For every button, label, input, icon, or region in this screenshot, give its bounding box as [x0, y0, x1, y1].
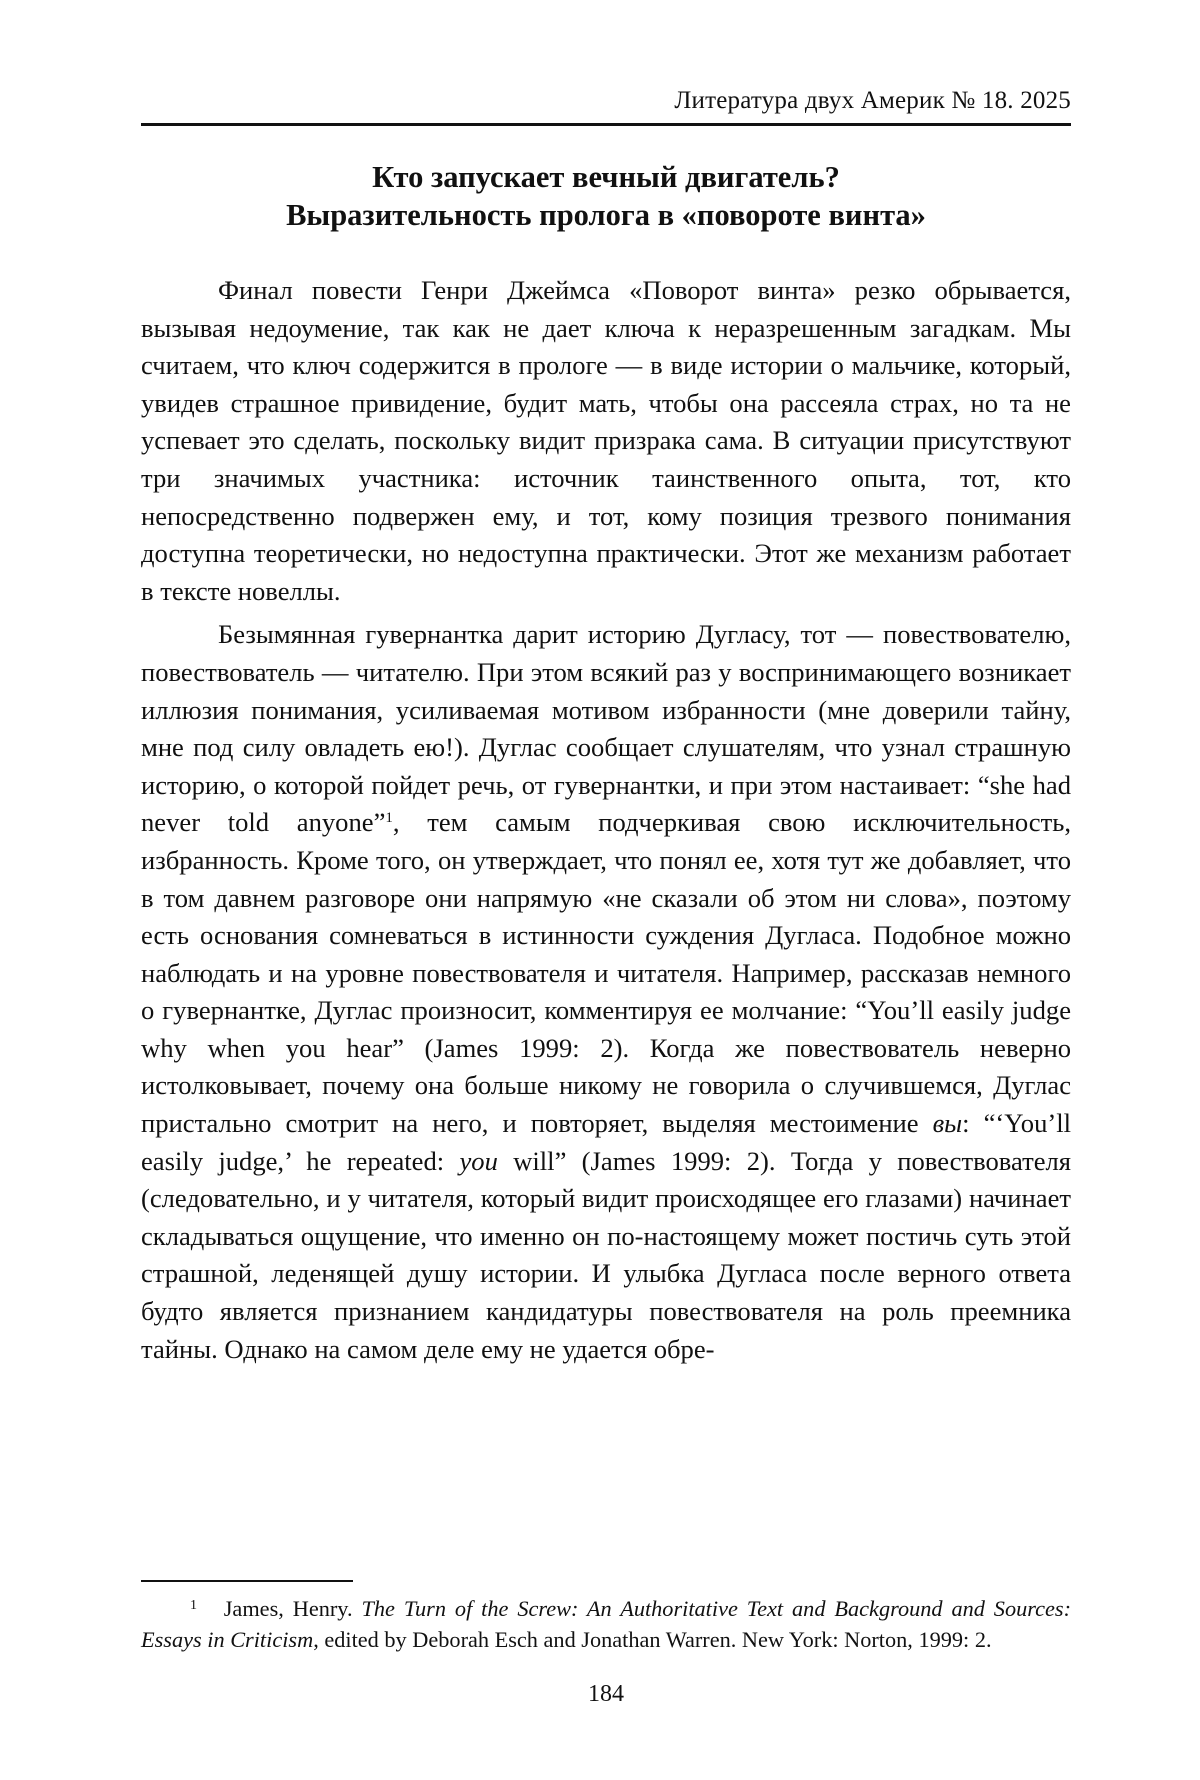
footnote-author: James, Henry. — [223, 1596, 362, 1621]
emphasis-you: you — [459, 1145, 498, 1176]
paragraph-2-text-b: , тем самым подчеркивая свою исключительность, избранность. Кроме того, он утверждает, что понял ее, хотя тут же добавляет, что в том давнем разговоре они напрямую «не сказали об этом ни слова», поэтому есть основания сомневаться в истинности суждения Дугласа. Подобное можно наблюдать и на уровне повествователя и читателя. Например, рассказав немного о гувернантке, Дуглас произносит, комментируя ее молчание: “You’ll easily judge why when you hear” (James 1999: 2). Когда же повествователь неверно истолковывает, почему она больше никому не говорила о случившемся, Дуглас пристально смотрит на него, и повторяет, выделяя местоимение — [141, 807, 1071, 1139]
article-title-line-2: Выразительность пролога в «повороте винта» — [286, 198, 926, 232]
footnote-reference[interactable]: 1 — [385, 810, 393, 827]
paragraph-2-text-a: Безымянная гувернантка дарит историю Дугласу, тот — повествователю, повествователь — читателю. При этом всякий раз у воспринимающего возникает иллюзия понимания, усиливаемая мотивом избранности (мне доверили тайну, мне под силу овладеть ею!). Дуглас сообщает слушателям, что узнал страшную историю, о которой пойдет речь, от гувернантки, и при этом настаивает: “she had never told anyone” — [141, 619, 1071, 838]
emphasis-vy: вы — [932, 1108, 963, 1139]
paragraph-2-text-c: : “‘You’ll easily judge,’ he repeated: — [141, 1108, 1071, 1176]
footnote — [141, 1594, 1071, 1655]
paragraph-2 — [141, 616, 1071, 1368]
article-title — [141, 158, 1071, 234]
footnote-title: The Turn of the Screw: An Authoritative Text and Background and Sources: Essays in Criticism — [141, 1596, 1071, 1652]
footnote-rule — [141, 1580, 353, 1582]
footnote-publication: , edited by Deborah Esch and Jonathan Warren. New York: Norton, 1999: 2. — [313, 1626, 992, 1652]
page-number: 184 — [588, 1681, 624, 1707]
article-title-line-1: Кто запускает вечный двигатель? — [372, 160, 840, 194]
running-header: Литература двух Америк № 18. 2025 — [674, 87, 1071, 114]
article-body — [141, 272, 1071, 1368]
journal-page — [141, 0, 1071, 1780]
header-rule — [141, 123, 1071, 126]
paragraph-2-text-d: will” (James 1999: 2). Тогда у повествователя (следовательно, и у читателя, который видит происходящее его глазами) начинает складываться ощущение, что именно он по-настоящему может постичь суть этой страшной, леденящей душу истории. И улыбка Дугласа после верного ответа будто является признанием кандидатуры повествователя на роль преемника тайны. Однако на самом деле ему не удается обре- — [141, 1145, 1072, 1364]
footnote-number: 1 — [190, 1598, 197, 1613]
paragraph-1: Финал повести Генри Джеймса «Поворот винта» резко обрывается, вызывая недоумение, так как не дает ключа к неразрешенным загадкам. Мы считаем, что ключ содержится в прологе — в виде истории о мальчике, который, увидев страшное привидение, будит мать, чтобы она рассеяла страх, но та не успевает это сделать, поскольку видит призрака сама. В ситуации присутствуют три значимых участника: источник таинственного опыта, тот, кто непосредственно подвержен ему, и тот, кому позиция трезвого понимания доступна теоретически, но недоступна практически. Этот же механизм работает в тексте новеллы. — [141, 275, 1071, 606]
